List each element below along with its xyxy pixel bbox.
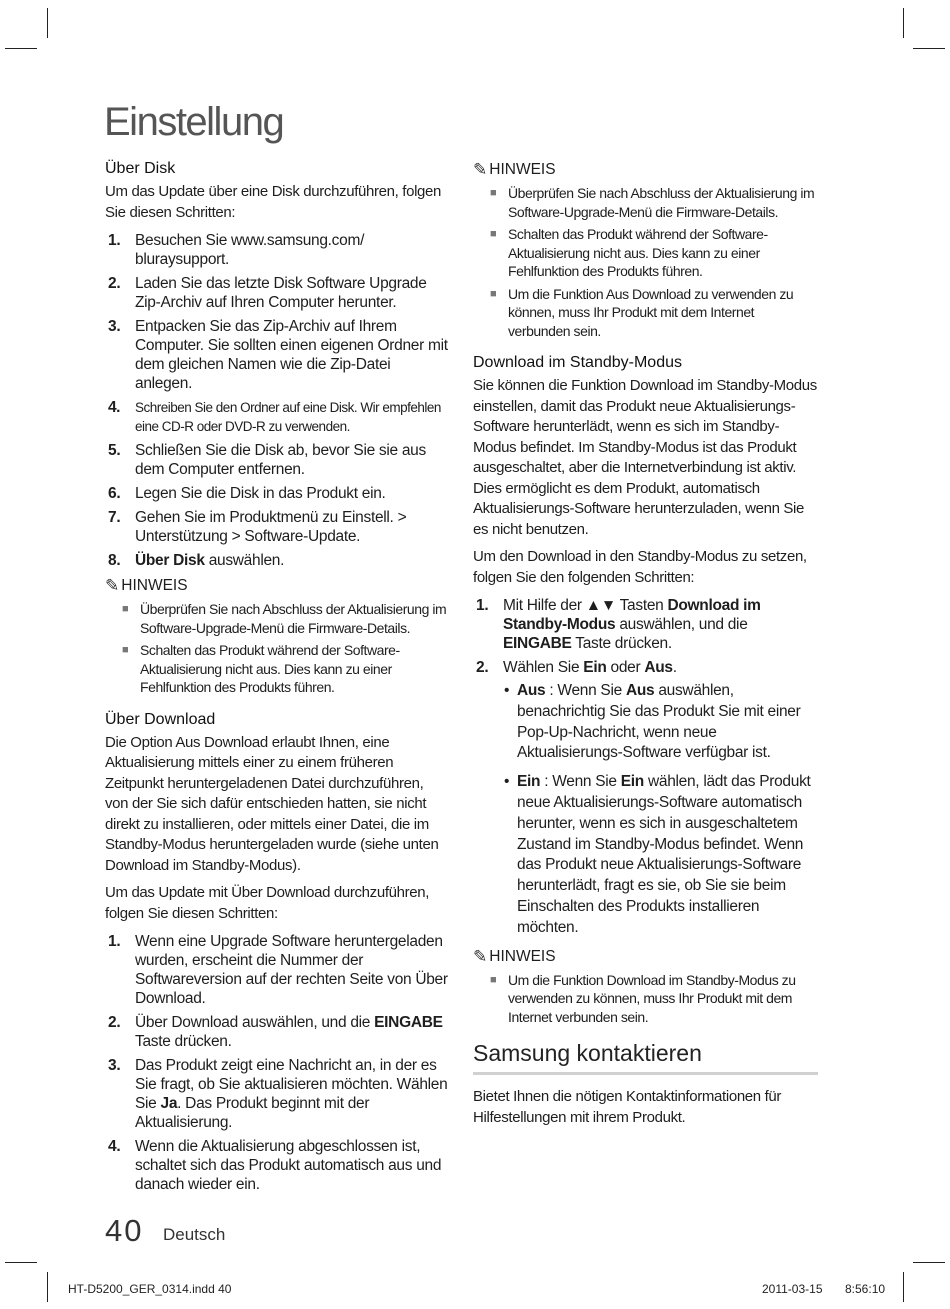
- list-item: ■ Überprüfen Sie nach Abschluss der Aktualisierung im Software-Upgrade-Menü die Firmware-Details.: [122, 601, 447, 636]
- square-bullet-icon: ■: [490, 187, 497, 199]
- crop-mark: [47, 1272, 48, 1302]
- note-heading: ✎ HINWEIS: [473, 160, 556, 179]
- list-item: 3. Das Produkt zeigt eine Nachricht an, in der es Sie fragt, ob Sie aktualisieren möchten. Wählen Sie Ja. Das Produkt beginnt mit der Aktualisierung.: [108, 1057, 448, 1131]
- note-list: [105, 600, 450, 697]
- language-label: Deutsch: [163, 1225, 226, 1244]
- standby-para1: Sie können die Funktion Download im Standby-Modus einstellen, damit das Produkt neue Aktualisierungs-Software herunterlädt, wenn es sich im Standby-Modus befindet. Im Standby-Modus ist das Produkt ausgeschaltet, aber die Internetverbindung ist aktiv. Dies ermöglicht es dem Produkt, automatisch Aktualisierungs-Software herunterzuladen, wenn Sie es nicht benutzen.: [473, 377, 817, 538]
- pencil-icon: ✎: [473, 160, 488, 179]
- list-item: 6. Legen Sie die Disk in das Produkt ein.: [108, 485, 386, 502]
- list-item: • Aus : Wenn Sie Aus auswählen, benachrichtig Sie das Produkt Sie mit einer Pop-Up-Nachricht, wenn neue Aktualisierungs-Software verfügbar ist.: [504, 682, 801, 762]
- list-item: 5. Schließen Sie die Disk ab, bevor Sie sie aus dem Computer entfernen.: [108, 442, 426, 478]
- list-item: ■ Überprüfen Sie nach Abschluss der Aktualisierung im Software-Upgrade-Menü die Firmware-Details.: [490, 185, 815, 220]
- list-item: 2. Wählen Sie Ein oder Aus. • Aus : Wenn Sie Aus auswählen, benachrichtig Sie das Produkt Sie mit einer Pop-Up-Nachricht, wenn neue Aktualisierungs-Software verfügbar ist. • Ein : Wenn Sie Ein wählen, lädt das Produkt neue Aktualisierungs-Software automatisch herunter, wenn es sich in ausgeschaltetem Zustand im Standby-Modus befindet. Wenn das Produkt neue Aktualisierungs-Software herunterlädt, fragt es sie, ob Sie sie beim Einschalten des Produkts installieren möchten.: [473, 658, 818, 939]
- note-heading: ✎ HINWEIS: [473, 946, 556, 966]
- note-list: [473, 184, 818, 340]
- list-item: 4. Wenn die Aktualisierung abgeschlossen ist, schaltet sich das Produkt automatisch aus und danach wieder ein.: [108, 1138, 442, 1193]
- section-heading-samsung-kontaktieren: Samsung kontaktieren: [473, 1040, 818, 1075]
- note-list: [473, 971, 818, 1027]
- list-item: 1. Mit Hilfe der ▲▼ Tasten Download im Standby-Modus auswählen, und die EINGABE Taste drücken.: [476, 597, 761, 652]
- footer-time: 8:56:10: [845, 1282, 886, 1296]
- square-bullet-icon: ■: [490, 228, 497, 240]
- list-item: 3. Entpacken Sie das Zip-Archiv auf Ihrem Computer. Sie sollten einen eigenen Ordner mit dem gleichen Namen wie die Zip-Datei anlegen.: [108, 318, 448, 392]
- ueber-disk-intro: Um das Update über eine Disk durchzuführen, folgen Sie diesen Schritten:: [105, 183, 442, 221]
- ueber-download-para1: Die Option Aus Download erlaubt Ihnen, eine Aktualisierung mittels einer zu einem früheren Zeitpunkt heruntergeladenen Datei durchzuführen, von der Sie sich dafür entschieden hatten, sie nicht direkt zu installieren, oder mittels einer Datei, die im Standby-Modus heruntergeladen wurde (siehe unten Download im Standby-Modus).: [105, 733, 439, 874]
- section-heading-ueber-disk: Über Disk: [105, 160, 176, 177]
- page-number: 40: [105, 1213, 144, 1248]
- footer-filename: HT-D5200_GER_0314.indd 40: [68, 1282, 232, 1296]
- list-item: 4. Schreiben Sie den Ordner auf eine Disk. Wir empfehlen eine CD-R oder DVD-R zu verwenden.: [108, 399, 441, 434]
- footer-date: 2011-03-15: [762, 1282, 823, 1296]
- contact-text: Bietet Ihnen die nötigen Kontaktinformationen für Hilfestellungen mit ihrem Produkt.: [473, 1088, 782, 1126]
- section-heading-ueber-download: Über Download: [105, 710, 216, 728]
- note-heading: ✎ HINWEIS: [105, 576, 188, 595]
- square-bullet-icon: ■: [122, 644, 129, 656]
- standby-steps: [473, 596, 818, 939]
- pencil-icon: ✎: [473, 946, 488, 966]
- list-item: ■ Um die Funktion Download im Standby-Modus zu verwenden zu können, muss Ihr Produkt mit dem Internet verbunden sein.: [490, 971, 796, 1025]
- crop-mark: [5, 1262, 37, 1263]
- square-bullet-icon: ■: [122, 603, 129, 615]
- list-item: 8. Über Disk auswählen.: [108, 552, 285, 569]
- list-item: 2. Laden Sie das letzte Disk Software Upgrade Zip-Archiv auf Ihren Computer herunter.: [108, 275, 427, 311]
- crop-mark: [903, 8, 904, 38]
- list-item: ■ Um die Funktion Aus Download zu verwenden zu können, muss Ihr Produkt mit dem Internet verbunden sein.: [490, 285, 794, 339]
- ueber-download-para2: Um das Update mit Über Download durchzuführen, folgen Sie diesen Schritten:: [105, 884, 430, 922]
- right-column: [473, 160, 818, 1135]
- list-item: • Ein : Wenn Sie Ein wählen, lädt das Produkt neue Aktualisierungs-Software automatisch herunter, wenn es sich in ausgeschaltetem Zustand im Standby-Modus befindet. Wenn das Produkt neue Aktualisierungs-Software herunterlädt, fragt es sie, ob Sie sie beim Einschalten des Produkts installieren möchten.: [504, 773, 811, 936]
- left-column: [105, 160, 450, 1200]
- ueber-download-steps: [105, 932, 450, 1194]
- crop-mark: [913, 1262, 945, 1263]
- crop-mark: [47, 8, 48, 38]
- option-list: [503, 681, 818, 939]
- list-item: 7. Gehen Sie im Produktmenü zu Einstell. > Unterstützung > Software-Update.: [108, 509, 407, 545]
- page-title: Einstellung: [104, 100, 284, 144]
- list-item: ■ Schalten das Produkt während der Software-Aktualisierung nicht aus. Dies kann zu einer Fehlfunktion des Produkts führen.: [122, 642, 400, 695]
- section-heading-standby: Download im Standby-Modus: [473, 354, 682, 371]
- square-bullet-icon: ■: [490, 973, 497, 986]
- square-bullet-icon: ■: [490, 287, 497, 300]
- list-item: 2. Über Download auswählen, und die EINGABE Taste drücken.: [108, 1014, 443, 1050]
- list-item: 1. Besuchen Sie www.samsung.com/ bluraysupport.: [108, 232, 365, 268]
- crop-mark: [5, 48, 37, 49]
- ueber-disk-steps: [105, 231, 450, 570]
- crop-mark: [913, 48, 945, 49]
- pencil-icon: ✎: [105, 576, 120, 595]
- crop-mark: [903, 1272, 904, 1302]
- standby-para2: Um den Download in den Standby-Modus zu setzen, folgen Sie den folgenden Schritten:: [473, 548, 807, 586]
- list-item: 1. Wenn eine Upgrade Software heruntergeladen wurden, erscheint die Nummer der Softwareversion auf der rechten Seite von Über Download.: [108, 933, 448, 1007]
- list-item: ■ Schalten das Produkt während der Software-Aktualisierung nicht aus. Dies kann zu einer Fehlfunktion des Produkts führen.: [490, 226, 768, 279]
